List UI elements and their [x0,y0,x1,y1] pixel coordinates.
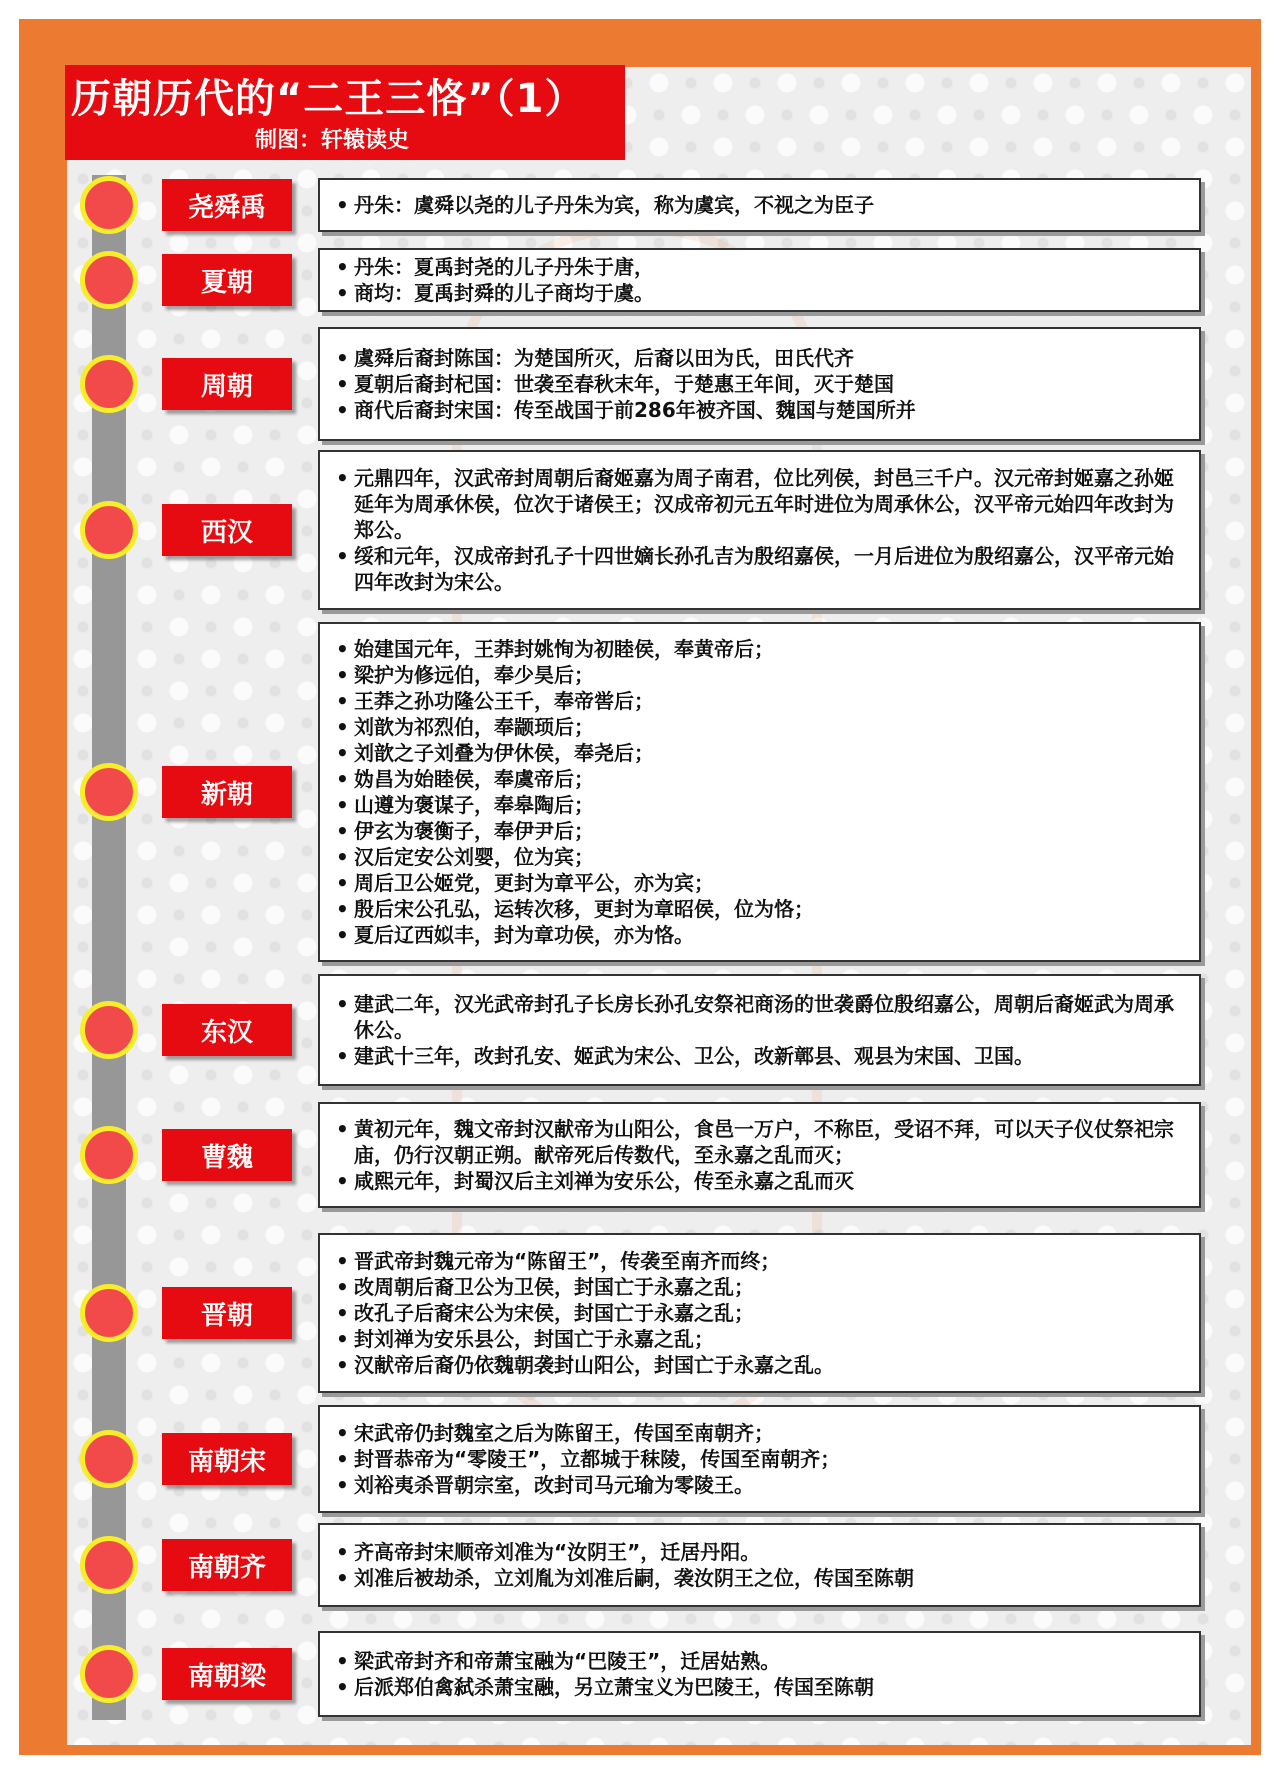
timeline-dot [80,251,138,309]
entry-bullet-list [332,254,654,306]
entry-bullet-item: • 殷后宋公孔弘，运转次移，更封为章昭侯，位为恪； [332,896,814,922]
timeline-dot [80,1430,138,1488]
dynasty-label: 周朝 [162,358,292,410]
dynasty-label: 南朝梁 [162,1648,292,1700]
page-title: 历朝历代的“二王三恪”（1） [71,76,586,122]
dynasty-label: 夏朝 [162,254,292,306]
dynasty-label: 西汉 [162,504,292,556]
timeline-dot [80,763,138,821]
entry-bullet-item: • 刘裕夷杀晋朝宗室，改封司马元瑜为零陵王。 [332,1472,840,1498]
entry-content-box [318,1405,1201,1513]
entry-bullet-item: • 伊玄为褒衡子，奉伊尹后； [332,818,814,844]
entry-content-box [318,622,1201,962]
entry-bullet-list [332,1248,834,1378]
entry-bullet-list [332,345,916,423]
entry-content-box [318,1523,1201,1607]
entry-bullet-item: • 王莽之孙功隆公王千，奉帝喾后； [332,688,814,714]
entry-content-box [318,327,1201,441]
timeline-dot [80,1284,138,1342]
entry-bullet-item: • 改周朝后裔卫公为卫侯，封国亡于永嘉之乱； [332,1274,834,1300]
entry-bullet-item: • 汉后定安公刘婴，位为宾； [332,844,814,870]
timeline-dot [80,1645,138,1703]
entry-bullet-item: • 虞舜后裔封陈国：为楚国所灭，后裔以田为氏，田氏代齐 [332,345,916,371]
entry-content-box [318,974,1201,1086]
entry-bullet-item: • 咸熙元年，封蜀汉后主刘禅为安乐公，传至永嘉之乱而灭 [332,1168,1185,1194]
entry-bullet-item: • 刘歆之子刘叠为伊休侯，奉尧后； [332,740,814,766]
entry-bullet-item: • 梁武帝封齐和帝萧宝融为“巴陵王”，迁居姑熟。 [332,1648,874,1674]
entry-bullet-list [332,1116,1185,1194]
entry-bullet-list [332,192,874,218]
timeline-dot [80,1536,138,1594]
entry-bullet-item: • 丹朱：虞舜以尧的儿子丹朱为宾，称为虞宾，不视之为臣子 [332,192,874,218]
entry-bullet-item: • 绥和元年，汉成帝封孔子十四世嫡长孙孔吉为殷绍嘉侯，一月后进位为殷绍嘉公，汉平帝元始四年改封为宋公。 [332,543,1185,595]
entry-bullet-item: • 齐高帝封宋顺帝刘准为“汝阴王”，迁居丹阳。 [332,1539,914,1565]
dynasty-label: 新朝 [162,766,292,818]
entry-bullet-item: • 建武二年，汉光武帝封孔子长房长孙孔安祭祀商汤的世袭爵位殷绍嘉公，周朝后裔姬武为周承休公。 [332,991,1185,1043]
entry-bullet-item: • 建武十三年，改封孔安、姬武为宋公、卫公，改新鄣县、观县为宋国、卫国。 [332,1043,1185,1069]
entry-bullet-item: • 封刘禅为安乐县公，封国亡于永嘉之乱； [332,1326,834,1352]
entry-bullet-item: • 丹朱：夏禹封尧的儿子丹朱于唐， [332,254,654,280]
entry-bullet-item: • 梁护为修远伯，奉少昊后； [332,662,814,688]
entry-bullet-item: • 黄初元年，魏文帝封汉献帝为山阳公，食邑一万户，不称臣，受诏不拜，可以天子仪仗祭祀宗庙，仍行汉朝正朔。献帝死后传数代，至永嘉之乱而灭； [332,1116,1185,1168]
entry-bullet-item: • 汉献帝后裔仍依魏朝袭封山阳公，封国亡于永嘉之乱。 [332,1352,834,1378]
entry-bullet-list [332,636,814,948]
timeline-dot [80,176,138,234]
timeline-dot [80,1001,138,1059]
entry-content-box [318,450,1201,610]
entry-bullet-list [332,465,1185,595]
entry-bullet-item: • 商均：夏禹封舜的儿子商均于虞。 [332,280,654,306]
entry-bullet-item: • 宋武帝仍封魏室之后为陈留王，传国至南朝齐； [332,1420,840,1446]
entry-bullet-item: • 改孔子后裔宋公为宋侯，封国亡于永嘉之乱； [332,1300,834,1326]
entry-bullet-item: • 夏朝后裔封杞国：世袭至春秋末年，于楚惠王年间，灭于楚国 [332,371,916,397]
entry-bullet-list [332,991,1185,1069]
entry-content-box [318,178,1201,232]
entry-bullet-item: • 夏后辽西姒丰，封为章功侯，亦为恪。 [332,922,814,948]
entry-content-box [318,248,1201,312]
entry-bullet-item: • 刘歆为祁烈伯，奉颛顼后； [332,714,814,740]
timeline-dot [80,501,138,559]
dynasty-label: 东汉 [162,1004,292,1056]
entry-bullet-item: • 晋武帝封魏元帝为“陈留王”，传袭至南齐而终； [332,1248,834,1274]
entry-content-box [318,1102,1201,1208]
entry-bullet-item: • 妫昌为始睦侯，奉虞帝后； [332,766,814,792]
entry-content-box [318,1233,1201,1393]
dynasty-label: 曹魏 [162,1129,292,1181]
entry-content-box [318,1631,1201,1717]
dynasty-label: 晋朝 [162,1287,292,1339]
entry-bullet-item: • 山遵为褒谋子，奉皋陶后； [332,792,814,818]
entry-bullet-list [332,1420,840,1498]
entry-bullet-item: • 周后卫公姬党，更封为章平公，亦为宾； [332,870,814,896]
page-subtitle: 制图：轩辕读史 [255,128,410,153]
entry-bullet-item: • 后派郑伯禽弑杀萧宝融，另立萧宝义为巴陵王，传国至陈朝 [332,1674,874,1700]
dynasty-label: 南朝齐 [162,1539,292,1591]
entry-bullet-item: • 始建国元年，王莽封姚恂为初睦侯，奉黄帝后； [332,636,814,662]
entry-bullet-item: • 封晋恭帝为“零陵王”，立都城于秣陵，传国至南朝齐； [332,1446,840,1472]
entry-bullet-item: • 元鼎四年，汉武帝封周朝后裔姬嘉为周子南君，位比列侯，封邑三千户。汉元帝封姬嘉之孙姬延年为周承休侯，位次于诸侯王；汉成帝初元五年时进位为周承休公，汉平帝元始四年改封为郑公。 [332,465,1185,543]
timeline-dot [80,355,138,413]
timeline-dot [80,1126,138,1184]
title-banner [65,65,625,160]
entry-bullet-list [332,1539,914,1591]
dynasty-label: 南朝宋 [162,1433,292,1485]
dynasty-label: 尧舜禹 [162,179,292,231]
entry-bullet-item: • 刘准后被劫杀，立刘胤为刘准后嗣，袭汝阴王之位，传国至陈朝 [332,1565,914,1591]
entry-bullet-item: • 商代后裔封宋国：传至战国于前286年被齐国、魏国与楚国所并 [332,397,916,423]
entry-bullet-list [332,1648,874,1700]
